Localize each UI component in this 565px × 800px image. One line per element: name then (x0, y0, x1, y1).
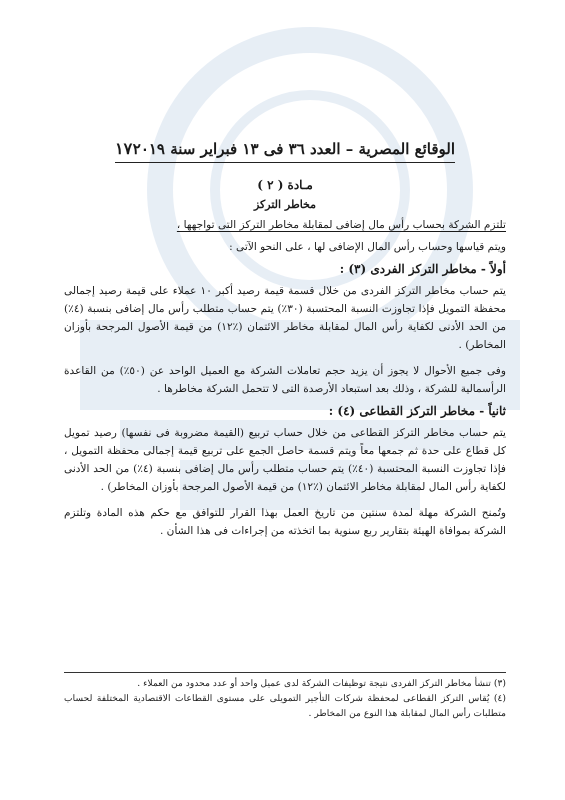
article-title: مخاطر التركز (253, 198, 317, 211)
section-2-paragraph-2: وتُمنح الشركة مهلة لمدة سنتين من تاريخ العمل بهذا القرار للتوافق مع حكم هذه المادة وتلتزم الشركة بموافاة الهيئة بتقارير ربع سنوية بما اتخذته من إجراءات فى هذا الشأن . (64, 507, 506, 537)
page-header (115, 118, 455, 163)
intro-line-2: ويتم قياسها وحساب رأس المال الإضافى لها ، على النحو الآتى : (229, 241, 506, 253)
section-2-paragraph-1: يتم حساب مخاطر التركز القطاعى من خلال حساب تربيع (القيمة مضروبة فى نفسها) رصيد تمويل كل قطاع على حدة ثم جمعها معاً ويتم قسمة حاصل الجمع على تربيع قيمة إجمالى محفظة التمويل ، فإذا تجاوزت النسبة المحتسبة (٤٠٪) يتم حساب متطلب رأس مال إضافى بنسبة (٤٪) من الحد الأدنى لكفاية رأس المال لمقابلة مخاطر الائتمان (٪١٢) من قيمة الأصول المرجحة بأوزان المخاطر) . (64, 427, 506, 493)
footnotes (64, 672, 506, 721)
footnote-4: (٤) يُقاس التركز القطاعى لمحفظة شركات التأجير التمويلى على مستوى القطاعات الاقتصادية المختلفة لحساب متطلبات رأس المال لمقابلة هذا النوع من المخاطر . (64, 693, 506, 719)
section-1-paragraph-2: وفى جميع الأحوال لا يجوز أن يزيد حجم تعاملات الشركة مع العميل الواحد عن (٥٠٪) من القاعدة الرأسمالية للشركة ، وذلك بعد استبعاد الأرصدة التى لا تتحمل الشركة مخاطرها . (64, 365, 506, 395)
intro-line-1: تلتزم الشركة بحساب رأس مال إضافى لمقابلة مخاطر التركز التى تواجهها ، (176, 219, 506, 231)
page-number: ١٧ (115, 139, 133, 158)
footnote-3: (٣) تنشأ مخاطر التركز الفردى نتيجة توظيفات الشركة لدى عميل واحد أو عدد محدود من العملاء . (137, 678, 506, 689)
article-body (64, 168, 506, 544)
section-1-heading: أولاً - مخاطر التركز الفردى (٣) : (339, 262, 506, 276)
article-number: مـادة ( ٢ ) (257, 178, 313, 192)
header-title: الوقائع المصرية – العدد ٣٦ فى ١٣ فبراير سنة ٢٠١٩ (132, 140, 455, 158)
section-1-paragraph-1: يتم حساب مخاطر التركز الفردى من خلال قسمة قيمة رصيد أكبر ١٠ عملاء على قيمة رصيد إجمالى محفظة التمويل فإذا تجاوزت النسبة المحتسبة (٣٠٪) يتم حساب متطلب رأس مال إضافى بنسبة (٤٪) من الحد الأدنى لكفاية رأس المال لمقابلة مخاطر الائتمان (٪١٢) من قيمة الأصول المرجحة بأوزان المخاطر) . (64, 285, 506, 351)
section-2-heading: ثانياً - مخاطر التركز القطاعى (٤) : (328, 404, 506, 418)
